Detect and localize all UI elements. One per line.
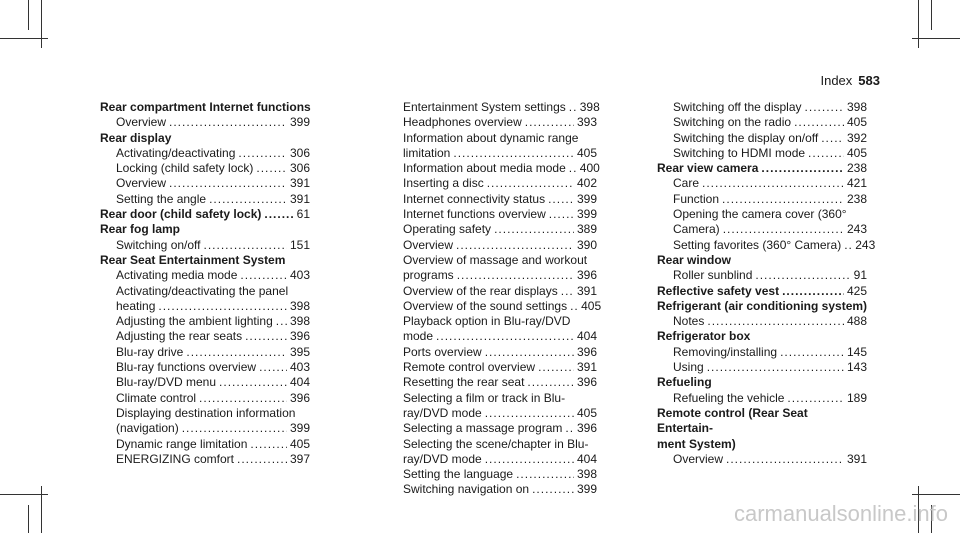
heading-text: Rear compartment Internet functions bbox=[100, 100, 311, 114]
page-ref: 405 bbox=[289, 436, 310, 451]
entry-text: Inserting a disc bbox=[403, 176, 484, 191]
dot-leader bbox=[209, 192, 287, 207]
index-entry bbox=[387, 115, 597, 130]
index-heading bbox=[657, 375, 867, 390]
dot-leader bbox=[805, 100, 844, 115]
entry-text-line: Opening the camera cover (360° bbox=[673, 207, 847, 222]
entry-text: Setting the language bbox=[403, 467, 514, 482]
index-entry bbox=[387, 284, 597, 299]
index-entry bbox=[387, 360, 597, 375]
index-entry bbox=[387, 207, 597, 222]
heading-text: Rear fog lamp bbox=[100, 222, 181, 237]
entry-text: Switching navigation on bbox=[403, 482, 530, 497]
page-ref: 396 bbox=[576, 421, 597, 436]
index-entry bbox=[657, 100, 867, 115]
page-ref: 399 bbox=[289, 115, 310, 130]
entry-text: Resetting the rear seat bbox=[403, 375, 525, 390]
watermark: carmanualsonline.info bbox=[733, 501, 948, 526]
index-column-2 bbox=[387, 100, 602, 498]
page-ref: 403 bbox=[289, 360, 310, 375]
heading-text: Rear window bbox=[657, 252, 732, 267]
index-entry bbox=[100, 437, 310, 452]
dot-leader bbox=[549, 207, 574, 222]
page-ref: 404 bbox=[289, 375, 310, 390]
heading-text: Reflective safety vest bbox=[657, 283, 780, 298]
dot-leader bbox=[561, 284, 574, 299]
page-ref: 398 bbox=[576, 467, 597, 482]
index-heading bbox=[100, 222, 310, 237]
page-ref: 392 bbox=[846, 130, 867, 145]
dot-leader bbox=[182, 421, 287, 436]
index-entry bbox=[100, 268, 310, 283]
dot-leader bbox=[199, 391, 287, 406]
index-entry bbox=[387, 192, 597, 207]
index-entry bbox=[387, 176, 597, 191]
entry-text: Ports overview bbox=[403, 344, 482, 359]
page-header bbox=[820, 73, 880, 88]
dot-leader bbox=[525, 115, 574, 130]
dot-leader bbox=[782, 284, 844, 299]
dot-leader bbox=[702, 176, 844, 191]
dot-leader bbox=[565, 421, 574, 436]
dot-leader bbox=[527, 375, 574, 390]
index-entry bbox=[657, 207, 867, 238]
dot-leader bbox=[456, 238, 574, 253]
index-entry bbox=[100, 345, 310, 360]
entry-text: Switching to HDMI mode bbox=[673, 145, 806, 160]
page-ref: 396 bbox=[576, 344, 597, 359]
page-ref: 306 bbox=[289, 145, 310, 160]
dot-leader bbox=[250, 437, 287, 452]
dot-leader bbox=[726, 452, 844, 467]
dot-leader bbox=[276, 314, 287, 329]
index-entry bbox=[387, 298, 602, 314]
page-ref: 405 bbox=[576, 405, 597, 420]
index-heading bbox=[100, 253, 310, 268]
index-entry bbox=[387, 421, 597, 436]
entry-text: Switching off the display bbox=[673, 100, 802, 114]
page-ref: 389 bbox=[576, 222, 597, 237]
dot-leader bbox=[256, 161, 287, 176]
crop-mark bbox=[912, 38, 960, 39]
index-heading bbox=[657, 406, 867, 452]
page-ref: 143 bbox=[846, 360, 867, 375]
index-entry bbox=[100, 360, 310, 375]
index-entry bbox=[387, 375, 597, 390]
entry-text: Function bbox=[673, 191, 720, 206]
dot-leader bbox=[548, 192, 574, 207]
entry-text-line: Overview of massage and workout bbox=[403, 252, 588, 267]
entry-text: Selecting a massage program bbox=[403, 421, 563, 436]
page-ref: 398 bbox=[579, 100, 600, 114]
entry-text: mode bbox=[403, 329, 434, 344]
entry-text-line: Selecting the scene/chapter in Blu- bbox=[403, 436, 589, 451]
dot-leader bbox=[245, 329, 287, 344]
index-entry bbox=[387, 345, 597, 360]
dot-leader bbox=[707, 360, 844, 375]
entry-text: Internet functions overview bbox=[403, 207, 546, 222]
page-ref: 405 bbox=[846, 115, 867, 130]
index-entry bbox=[100, 375, 310, 390]
page-ref: 404 bbox=[576, 329, 597, 344]
entry-text: Camera) bbox=[673, 222, 720, 237]
entry-text: Setting favorites (360° Camera) bbox=[673, 237, 842, 252]
index-entry bbox=[387, 161, 600, 176]
index-entry bbox=[387, 482, 597, 497]
dot-leader bbox=[453, 146, 574, 161]
index-entry bbox=[100, 161, 310, 176]
page-ref: 391 bbox=[289, 176, 310, 191]
dot-leader bbox=[794, 115, 844, 130]
heading-text: Rear display bbox=[100, 130, 172, 145]
page-ref: 488 bbox=[846, 314, 867, 329]
entry-text: Overview bbox=[673, 451, 724, 466]
index-entry bbox=[100, 284, 310, 315]
page-ref: 396 bbox=[289, 390, 310, 405]
index-entry bbox=[657, 115, 867, 130]
dot-leader bbox=[169, 176, 287, 191]
page-ref: 91 bbox=[853, 268, 867, 283]
entry-text: Blu-ray functions overview bbox=[116, 360, 257, 375]
entry-text: Activating/deactivating bbox=[116, 145, 236, 160]
entry-text: Internet connectivity status bbox=[403, 191, 546, 206]
entry-text: programs bbox=[403, 268, 454, 283]
dot-leader bbox=[755, 268, 850, 283]
entry-text: Operating safety bbox=[403, 222, 492, 237]
dot-leader bbox=[494, 222, 574, 237]
entry-text: Notes bbox=[673, 314, 705, 329]
index-entry bbox=[657, 192, 867, 207]
page-ref: 405 bbox=[846, 145, 867, 160]
dot-leader bbox=[821, 131, 844, 146]
index-entry bbox=[387, 437, 597, 468]
entry-text: Dynamic range limitation bbox=[116, 436, 248, 451]
page-ref: 398 bbox=[289, 298, 310, 313]
page-ref: 391 bbox=[846, 451, 867, 466]
index-heading bbox=[100, 131, 310, 146]
crop-mark bbox=[931, 0, 932, 30]
index-column-1 bbox=[100, 100, 310, 467]
page-ref: 405 bbox=[581, 298, 602, 313]
dot-leader bbox=[532, 482, 574, 497]
index-entry bbox=[657, 452, 867, 467]
heading-text: ment System) bbox=[657, 436, 736, 451]
entry-text: Climate control bbox=[116, 390, 197, 405]
entry-text-line: Playback option in Blu-ray/DVD bbox=[403, 314, 571, 329]
heading-text: Refueling bbox=[657, 375, 712, 390]
entry-text: Remote control overview bbox=[403, 360, 536, 375]
entry-text: Blu-ray drive bbox=[116, 344, 184, 359]
entry-text: Switching the display on/off bbox=[673, 130, 819, 145]
entry-text: Using bbox=[673, 360, 704, 375]
dot-leader bbox=[240, 268, 287, 283]
dot-leader bbox=[707, 314, 844, 329]
entry-text: Roller sunblind bbox=[673, 268, 753, 283]
index-entry bbox=[387, 238, 597, 253]
entry-text: Headphones overview bbox=[403, 115, 522, 130]
index-entry bbox=[657, 237, 876, 253]
dot-leader bbox=[569, 161, 577, 176]
page-ref: 390 bbox=[576, 237, 597, 252]
entry-text: Switching on the radio bbox=[673, 115, 792, 130]
index-heading bbox=[657, 161, 867, 176]
entry-text: (navigation) bbox=[116, 421, 179, 436]
dot-leader bbox=[259, 360, 287, 375]
page-ref: 238 bbox=[846, 191, 867, 206]
page-ref: 400 bbox=[579, 161, 600, 176]
entry-text: Setting the angle bbox=[116, 191, 207, 206]
page-ref: 398 bbox=[846, 100, 867, 114]
entry-text: Activating media mode bbox=[116, 268, 238, 283]
entry-text-line: Activating/deactivating the panel bbox=[116, 283, 289, 298]
page-ref: 151 bbox=[289, 237, 310, 252]
dot-leader bbox=[516, 467, 574, 482]
dot-leader bbox=[457, 268, 574, 283]
index-heading bbox=[657, 299, 867, 314]
page-ref: 61 bbox=[296, 207, 310, 222]
page-ref: 396 bbox=[576, 375, 597, 390]
index-entry bbox=[100, 452, 310, 467]
entry-text: Overview of the rear displays bbox=[403, 283, 558, 298]
page-ref: 399 bbox=[576, 207, 597, 222]
index-entry bbox=[100, 406, 310, 437]
index-entry bbox=[387, 131, 597, 162]
index-entry bbox=[387, 222, 597, 237]
index-entry bbox=[100, 146, 310, 161]
index-column-3 bbox=[657, 100, 876, 467]
index-entry bbox=[387, 253, 597, 284]
entry-text-line: Information about dynamic range bbox=[403, 130, 579, 145]
page-ref: 306 bbox=[289, 161, 310, 176]
dot-leader bbox=[538, 360, 574, 375]
page-ref: 396 bbox=[289, 329, 310, 344]
entry-text: Overview of the sound settings bbox=[403, 298, 568, 313]
index-entry bbox=[100, 238, 310, 253]
heading-text: Rear Seat Entertainment System bbox=[100, 252, 286, 267]
page-ref: 238 bbox=[846, 161, 867, 176]
index-entry bbox=[387, 314, 597, 345]
index-entry bbox=[387, 467, 597, 482]
dot-leader bbox=[158, 299, 287, 314]
crop-mark bbox=[28, 505, 29, 533]
dot-leader bbox=[569, 100, 577, 115]
index-heading bbox=[100, 100, 310, 115]
dot-leader bbox=[204, 238, 287, 253]
index-entry bbox=[657, 391, 867, 406]
entry-text: Information about media mode bbox=[403, 161, 566, 176]
entry-text-line: Remote control (Rear Seat Entertain- bbox=[657, 405, 808, 436]
index-entry bbox=[100, 192, 310, 207]
heading-text: Refrigerant (air conditioning system) bbox=[657, 298, 868, 313]
page-ref: 189 bbox=[846, 390, 867, 405]
index-entry bbox=[387, 100, 600, 115]
page-ref: 399 bbox=[576, 191, 597, 206]
index-entry bbox=[100, 391, 310, 406]
index-entry bbox=[657, 345, 867, 360]
dot-leader bbox=[186, 345, 287, 360]
crop-mark bbox=[918, 0, 919, 48]
page-ref: 399 bbox=[576, 482, 597, 497]
entry-text: Blu-ray/DVD menu bbox=[116, 375, 217, 390]
dot-leader bbox=[485, 345, 574, 360]
page-ref: 243 bbox=[855, 237, 876, 252]
crop-mark bbox=[28, 0, 29, 30]
dot-leader bbox=[238, 146, 287, 161]
page-ref: 402 bbox=[576, 176, 597, 191]
crop-mark bbox=[41, 0, 42, 48]
dot-leader bbox=[485, 406, 574, 421]
entry-text: Switching on/off bbox=[116, 237, 201, 252]
entry-text: Overview bbox=[403, 237, 454, 252]
entry-text: Overview bbox=[116, 176, 167, 191]
crop-mark bbox=[912, 494, 960, 495]
dot-leader bbox=[722, 192, 844, 207]
heading-text: Refrigerator box bbox=[657, 329, 751, 344]
entry-text-line: Selecting a film or track in Blu- bbox=[403, 390, 566, 405]
index-heading bbox=[100, 207, 310, 222]
entry-text: Overview bbox=[116, 115, 167, 130]
entry-text: Adjusting the rear seats bbox=[116, 329, 243, 344]
page-ref: 145 bbox=[846, 344, 867, 359]
entry-text: Adjusting the ambient lighting bbox=[116, 314, 273, 329]
page-ref: 403 bbox=[289, 268, 310, 283]
page-ref: 421 bbox=[846, 176, 867, 191]
header-label: Index bbox=[820, 73, 853, 88]
entry-text: ENERGIZING comfort bbox=[116, 451, 235, 466]
entry-text-line: Displaying destination information bbox=[116, 405, 296, 420]
index-entry bbox=[657, 314, 867, 329]
page-ref: 398 bbox=[289, 314, 310, 329]
page-ref: 399 bbox=[289, 421, 310, 436]
entry-text: limitation bbox=[403, 145, 451, 160]
entry-text: ray/DVD mode bbox=[403, 451, 482, 466]
entry-text: Removing/installing bbox=[673, 344, 778, 359]
page-ref: 395 bbox=[289, 344, 310, 359]
dot-leader bbox=[780, 345, 844, 360]
index-entry bbox=[100, 115, 310, 130]
page-number: 583 bbox=[858, 73, 880, 88]
dot-leader bbox=[264, 207, 293, 222]
index-entry bbox=[657, 176, 867, 191]
page-ref: 404 bbox=[576, 451, 597, 466]
entry-text: heating bbox=[116, 298, 156, 313]
dot-leader bbox=[844, 238, 852, 253]
index-entry bbox=[100, 329, 310, 344]
dot-leader bbox=[485, 452, 574, 467]
dot-leader bbox=[808, 146, 844, 161]
index-heading bbox=[657, 253, 867, 268]
page-ref: 391 bbox=[289, 191, 310, 206]
index-entry bbox=[100, 314, 310, 329]
crop-mark bbox=[41, 486, 42, 533]
entry-text: Locking (child safety lock) bbox=[116, 161, 254, 176]
page-ref: 405 bbox=[576, 145, 597, 160]
page-ref: 396 bbox=[576, 268, 597, 283]
index-entry bbox=[657, 146, 867, 161]
dot-leader bbox=[487, 176, 574, 191]
page-ref: 425 bbox=[846, 283, 867, 298]
index-heading bbox=[657, 329, 867, 344]
entry-text: Entertainment System settings bbox=[403, 100, 566, 114]
dot-leader bbox=[169, 115, 287, 130]
page-ref: 391 bbox=[576, 360, 597, 375]
index-entry bbox=[387, 391, 597, 422]
index-entry bbox=[657, 268, 867, 283]
heading-text: Rear door (child safety lock) bbox=[100, 207, 262, 222]
dot-leader bbox=[219, 375, 287, 390]
page-ref: 397 bbox=[289, 451, 310, 466]
entry-text: ray/DVD mode bbox=[403, 405, 482, 420]
entry-text: Refueling the vehicle bbox=[673, 390, 785, 405]
page-ref: 391 bbox=[576, 283, 597, 298]
page-ref: 393 bbox=[576, 115, 597, 130]
dot-leader bbox=[787, 391, 844, 406]
heading-text: Rear view camera bbox=[657, 161, 759, 176]
dot-leader bbox=[237, 452, 287, 467]
index-entry bbox=[100, 176, 310, 191]
dot-leader bbox=[436, 329, 574, 344]
dot-leader bbox=[570, 299, 578, 314]
dot-leader bbox=[761, 161, 844, 176]
index-heading bbox=[657, 284, 867, 299]
index-entry bbox=[657, 131, 867, 146]
index-entry bbox=[657, 360, 867, 375]
page-ref: 243 bbox=[846, 222, 867, 237]
dot-leader bbox=[723, 222, 844, 237]
entry-text: Care bbox=[673, 176, 700, 191]
